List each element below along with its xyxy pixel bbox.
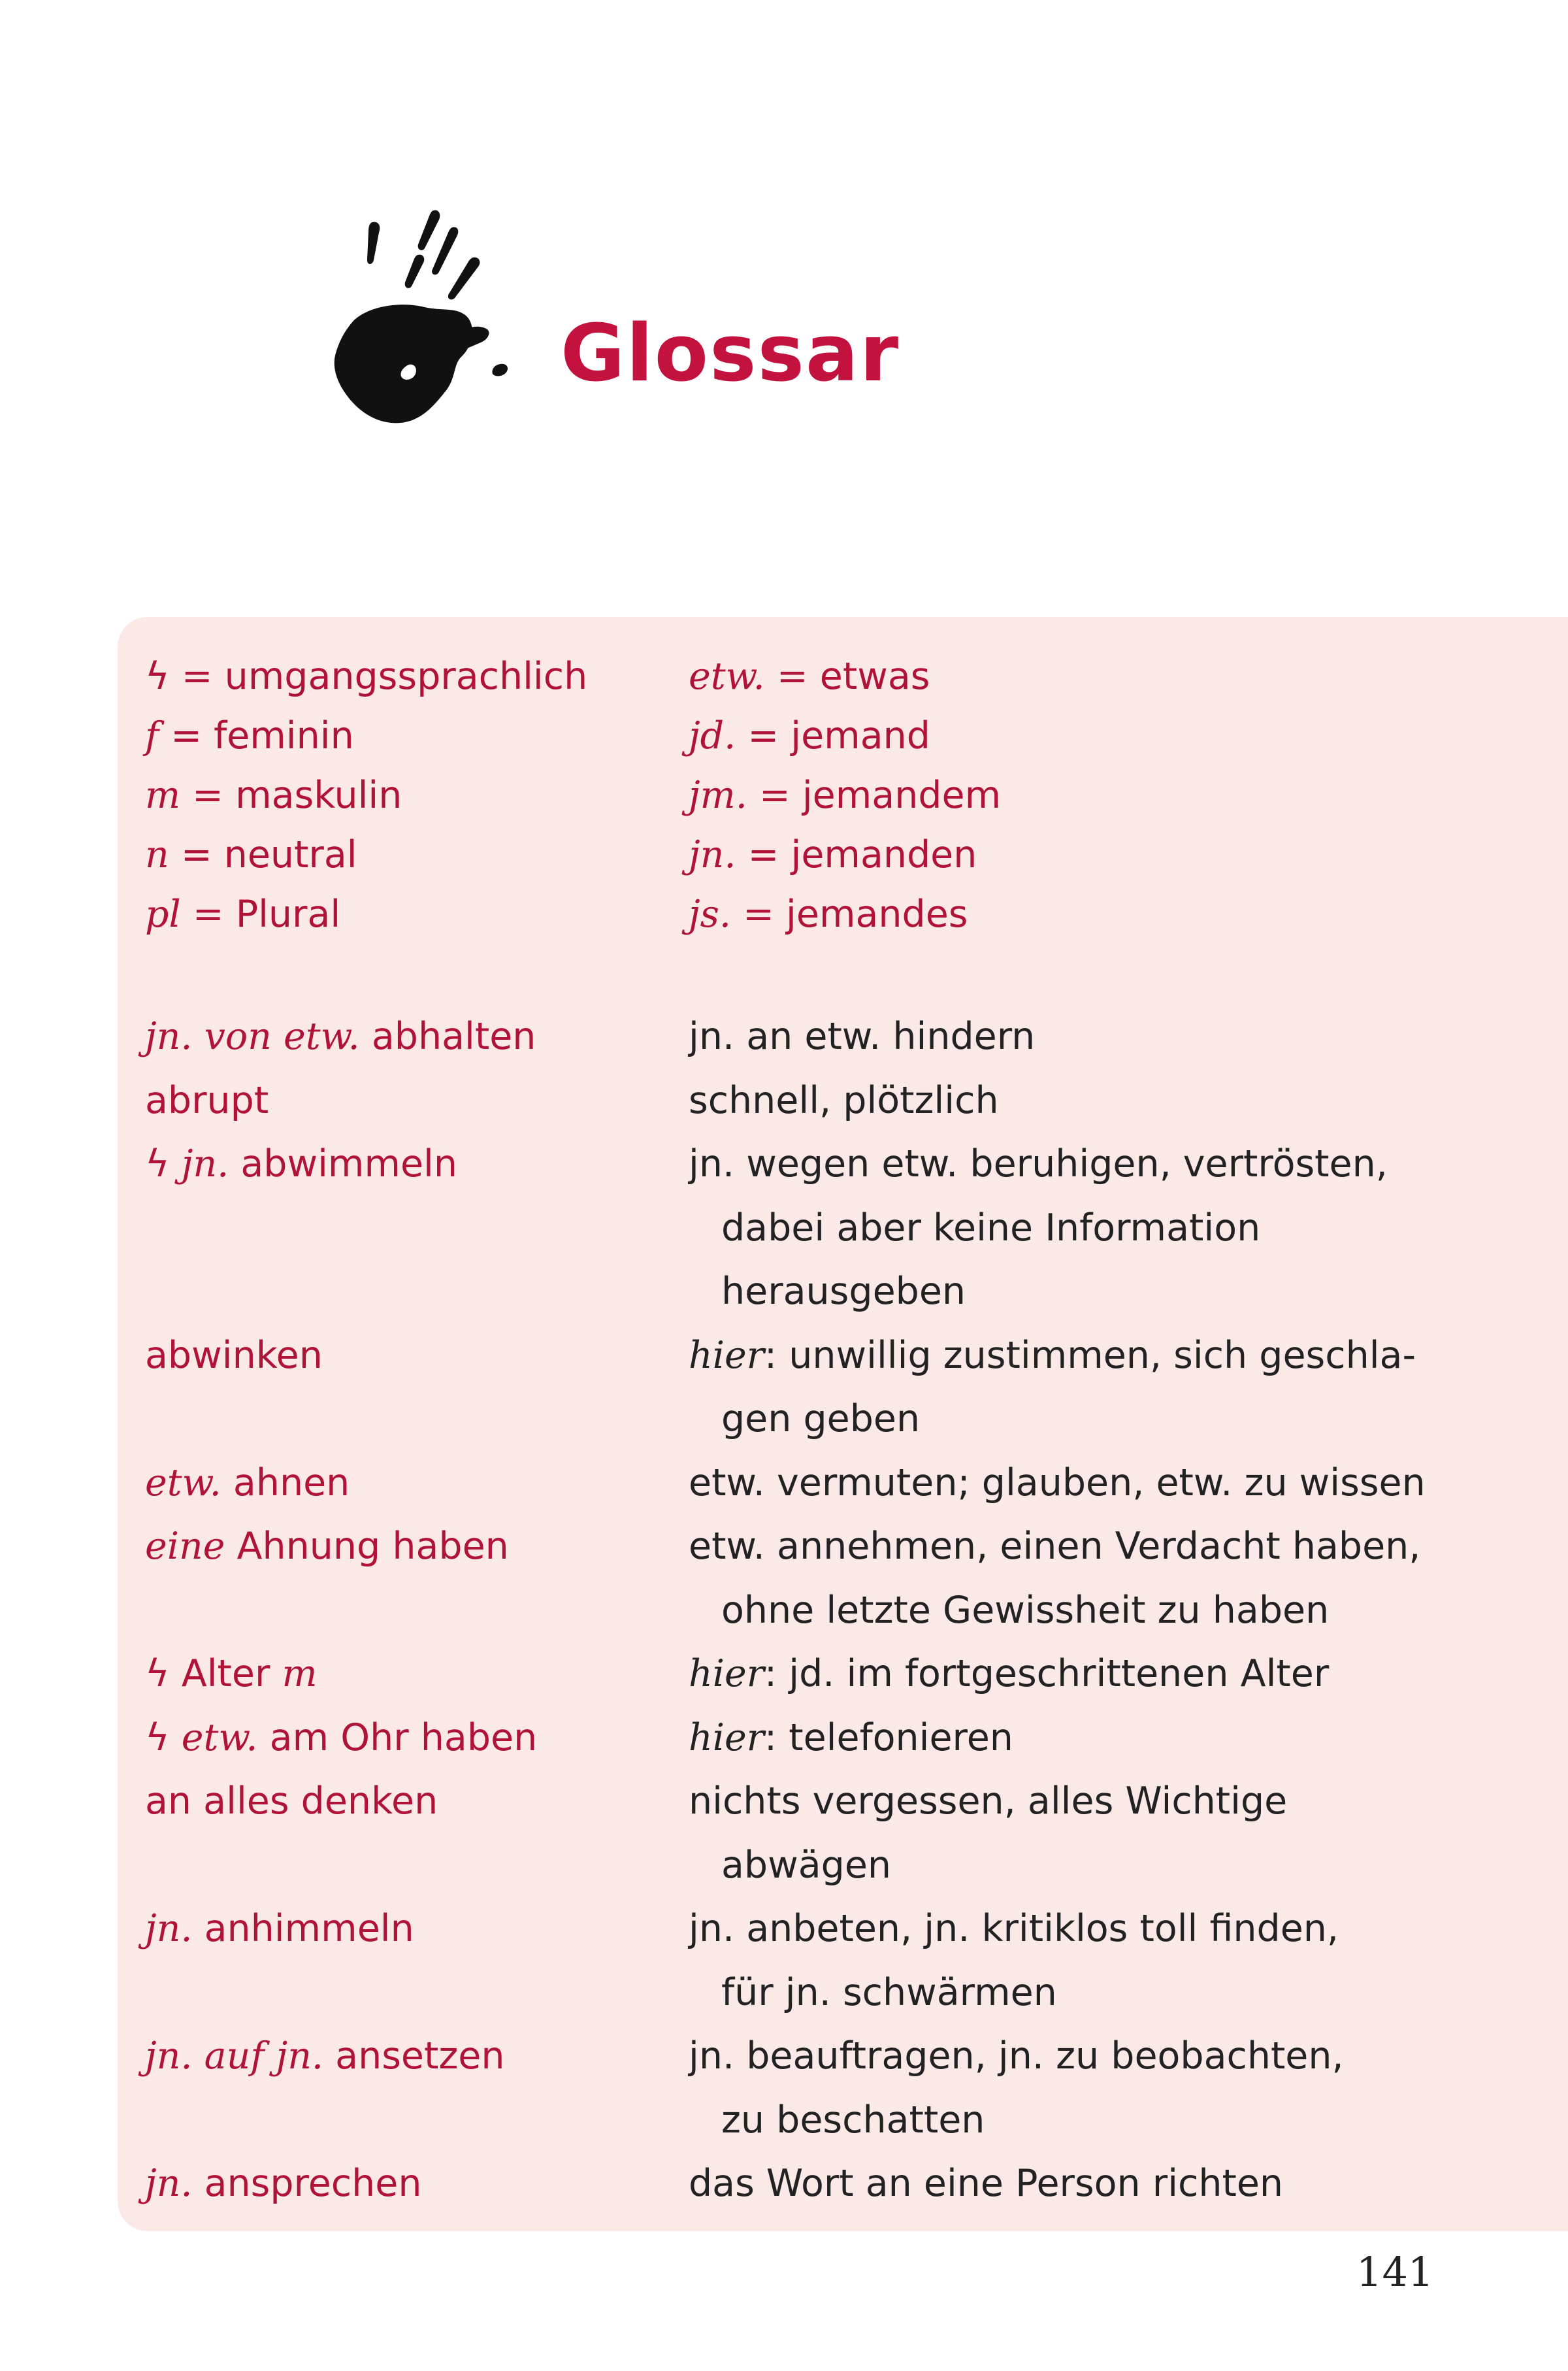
- definition-line: [689, 1387, 1407, 1451]
- glossary-entry: [0, 2025, 1568, 2152]
- definition-segment: : jd. im fortgeschrittenen Alter: [764, 1652, 1330, 1695]
- term-segment: ϟ: [145, 1142, 182, 1186]
- term-segment: abwinken: [145, 1333, 323, 1377]
- definition-segment: für jn. schwärmen: [721, 1970, 1057, 2014]
- abbreviation-separator: =: [180, 893, 236, 936]
- glossary-term: [145, 2152, 668, 2215]
- abbreviation-key: f: [145, 714, 159, 757]
- term-segment: m: [282, 1652, 318, 1695]
- definition-segment: hier: [689, 1716, 764, 1759]
- abbreviation-separator: =: [180, 774, 236, 817]
- glossary-entry: [0, 1897, 1568, 2025]
- abbreviation-item: [145, 706, 587, 766]
- abbreviation-separator: =: [747, 774, 802, 817]
- glossary-definition: [689, 2025, 1407, 2152]
- handprint-icon: [327, 209, 562, 451]
- glossary-definition: [689, 1324, 1416, 1451]
- definition-segment: herausgeben: [721, 1270, 966, 1313]
- definition-segment: hier: [689, 1333, 764, 1377]
- term-segment: abrupt: [145, 1078, 269, 1122]
- glossary-entry: [0, 1706, 1568, 1770]
- definition-segment: : unwillig zustimmen, sich geschla-: [764, 1333, 1416, 1377]
- definition-line: [689, 1451, 1426, 1516]
- abbreviation-item: [689, 825, 1001, 885]
- definition-segment: hier: [689, 1652, 764, 1695]
- abbreviation-value: Plural: [235, 893, 341, 936]
- glossary-list: [0, 1005, 1568, 2216]
- abbreviation-value: jemand: [791, 714, 930, 757]
- definition-line: [689, 1005, 1407, 1069]
- definition-segment: schnell, plötzlich: [689, 1078, 999, 1122]
- definition-segment: abwägen: [721, 1843, 892, 1887]
- definition-line: [689, 1642, 1407, 1706]
- abbreviation-separator: =: [736, 833, 791, 876]
- abbreviation-item: [689, 885, 1001, 944]
- definition-line: [689, 2152, 1407, 2216]
- term-segment: jn.: [145, 2162, 204, 2205]
- glossary-term: [145, 1515, 668, 1578]
- page-header: [0, 0, 1568, 497]
- abbreviation-key: n: [145, 833, 169, 876]
- definition-line: [689, 2089, 1407, 2153]
- abbreviation-key: js.: [689, 893, 732, 936]
- glossary-entry: [0, 1451, 1568, 1516]
- glossary-definition: [689, 1706, 1407, 1770]
- definition-line: [689, 2025, 1407, 2089]
- definition-line: [689, 1133, 1407, 1197]
- term-segment: abwimmeln: [240, 1142, 458, 1186]
- glossary-entry: [0, 1515, 1568, 1642]
- abbreviation-item: [145, 885, 587, 944]
- definition-line: [689, 1579, 1407, 1643]
- definition-segment: jn. an etw. hindern: [689, 1015, 1036, 1058]
- definition-segment: jn. anbeten, jn. kritiklos toll finden,: [689, 1907, 1339, 1950]
- abbreviation-item: [145, 647, 587, 706]
- term-segment: ϟ Alter: [145, 1652, 282, 1695]
- definition-line: [689, 1706, 1407, 1770]
- abbreviation-key: jm.: [689, 774, 747, 817]
- glossary-definition: [689, 1642, 1407, 1706]
- glossary-definition: [689, 1133, 1407, 1324]
- definition-segment: etw. annehmen, einen Verdacht haben,: [689, 1525, 1421, 1568]
- glossary-term: [145, 1069, 668, 1133]
- definition-segment: : telefonieren: [764, 1716, 1013, 1759]
- term-segment: jn.: [181, 1142, 241, 1186]
- term-segment: jn. von etw.: [145, 1015, 372, 1058]
- definition-segment: dabei aber keine Information: [721, 1206, 1261, 1250]
- term-segment: eine: [145, 1525, 237, 1568]
- definition-line: [689, 1961, 1407, 2025]
- term-segment: ansetzen: [335, 2034, 505, 2078]
- abbreviation-separator: =: [159, 714, 214, 757]
- glossary-definition: [689, 1451, 1426, 1516]
- abbreviation-value: jemandem: [802, 774, 1002, 817]
- abbreviation-separator: =: [731, 893, 787, 936]
- definition-segment: zu beschatten: [721, 2098, 985, 2142]
- term-segment: etw.: [145, 1461, 233, 1504]
- definition-segment: etw. vermuten; glauben, etw. zu wissen: [689, 1461, 1426, 1504]
- term-segment: Ahnung haben: [237, 1525, 509, 1568]
- abbreviation-value: maskulin: [235, 774, 402, 817]
- abbreviation-value: neutral: [223, 833, 357, 876]
- glossary-entry: [0, 1642, 1568, 1706]
- glossary-entry: [0, 2152, 1568, 2216]
- abbreviation-separator: =: [764, 655, 820, 698]
- glossary-definition: [689, 1897, 1407, 2025]
- abbreviation-item: [145, 825, 587, 885]
- abbreviation-key: pl: [145, 893, 181, 936]
- term-segment: an alles denken: [145, 1780, 438, 1823]
- definition-segment: nichts vergessen, alles Wichtige: [689, 1780, 1288, 1823]
- abbreviation-value: jemanden: [791, 833, 977, 876]
- definition-line: [689, 1897, 1407, 1961]
- abbreviation-column-left: [145, 647, 587, 944]
- definition-line: [689, 1834, 1407, 1898]
- glossary-term: [145, 1324, 668, 1387]
- glossary-entry: [0, 1324, 1568, 1451]
- page-number: 141: [1356, 2248, 1434, 2296]
- glossary-definition: [689, 1069, 1407, 1133]
- glossary-term: [145, 1005, 668, 1069]
- term-segment: anhimmeln: [204, 1907, 414, 1950]
- abbreviation-value: etwas: [819, 655, 930, 698]
- abbreviation-separator: =: [736, 714, 791, 757]
- abbreviation-item: [689, 706, 1001, 766]
- definition-segment: jn. beauftragen, jn. zu beobachten,: [689, 2034, 1344, 2078]
- definition-line: [689, 1324, 1416, 1388]
- glossary-term: [145, 2025, 668, 2088]
- abbreviation-item: [145, 766, 587, 825]
- abbreviation-value: feminin: [214, 714, 354, 757]
- glossary-term: [145, 1642, 668, 1706]
- glossary-term: [145, 1770, 668, 1833]
- abbreviation-key: jd.: [689, 714, 736, 757]
- glossary-term: [145, 1897, 668, 1961]
- abbreviation-key: etw.: [689, 655, 765, 698]
- definition-segment: gen geben: [721, 1397, 921, 1440]
- definition-line: [689, 1515, 1421, 1579]
- definition-line: [689, 1069, 1407, 1133]
- glossary-entry: [0, 1005, 1568, 1069]
- glossary-definition: [689, 1005, 1407, 1069]
- definition-segment: jn. wegen etw. beruhigen, vertrösten,: [689, 1142, 1388, 1186]
- page-title: Glossar: [561, 308, 900, 399]
- abbreviation-separator: =: [169, 655, 225, 698]
- term-segment: am Ohr haben: [269, 1716, 538, 1759]
- term-segment: ahnen: [233, 1461, 350, 1504]
- glossary-entry: [0, 1133, 1568, 1324]
- abbreviation-value: jemandes: [786, 893, 968, 936]
- glossary-term: [145, 1451, 668, 1515]
- abbreviation-value: umgangssprachlich: [224, 655, 588, 698]
- glossary-definition: [689, 2152, 1407, 2216]
- term-segment: etw.: [181, 1716, 270, 1759]
- definition-line: [689, 1197, 1407, 1261]
- glossary-entry: [0, 1770, 1568, 1897]
- abbreviation-key: m: [145, 774, 181, 817]
- term-segment: ansprechen: [204, 2162, 422, 2205]
- glossary-term: [145, 1133, 668, 1196]
- abbreviation-item: [689, 647, 1001, 706]
- glossary-entry: [0, 1069, 1568, 1133]
- glossary-term: [145, 1706, 668, 1770]
- term-segment: ϟ: [145, 1716, 182, 1759]
- abbreviation-key: ϟ: [145, 655, 170, 698]
- definition-line: [689, 1770, 1407, 1834]
- abbreviation-key: jn.: [689, 833, 736, 876]
- term-segment: jn.: [145, 1907, 204, 1950]
- abbreviation-column-right: [689, 647, 1001, 944]
- term-segment: abhalten: [371, 1015, 536, 1058]
- abbreviation-item: [689, 766, 1001, 825]
- definition-line: [689, 1260, 1407, 1324]
- glossary-definition: [689, 1515, 1421, 1642]
- definition-segment: das Wort an eine Person richten: [689, 2162, 1284, 2205]
- abbreviation-separator: =: [169, 833, 224, 876]
- term-segment: jn. auf jn.: [145, 2034, 336, 2078]
- definition-segment: ohne letzte Gewissheit zu haben: [721, 1588, 1330, 1632]
- glossary-definition: [689, 1770, 1407, 1897]
